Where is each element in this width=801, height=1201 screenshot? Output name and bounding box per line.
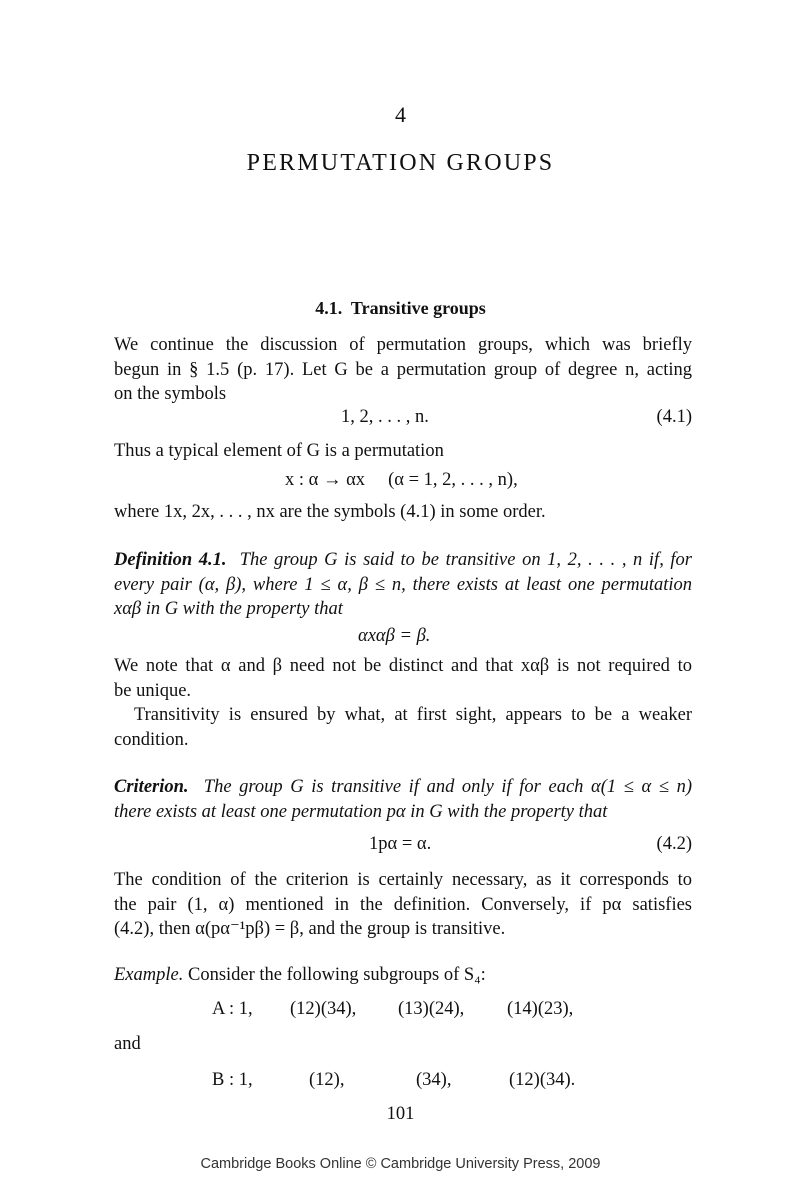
chapter-number: 4 bbox=[395, 102, 406, 127]
group-b-element: (34), bbox=[416, 1070, 452, 1090]
transitivity-line: condition. bbox=[114, 729, 189, 750]
equation-4-2: 1pα = α. bbox=[369, 834, 432, 854]
example-label: Example. bbox=[114, 965, 184, 985]
note-line: We note that α and β need not be distinct and that xαβ is not required to bbox=[114, 656, 692, 676]
condition-line: (4.2), then α(pα⁻¹pβ) = β, and the group is transitive. bbox=[114, 919, 506, 939]
definition-label: Definition 4.1. bbox=[114, 550, 227, 570]
where-line: where 1x, 2x, . . . , nx are the symbols (4.1) in some order. bbox=[114, 502, 546, 522]
page-number: 101 bbox=[386, 1104, 415, 1124]
chapter-title: PERMUTATION GROUPS bbox=[246, 150, 555, 176]
definition-equation: αxαβ = β. bbox=[358, 626, 431, 646]
group-a-element: (14)(23), bbox=[507, 999, 574, 1019]
group-a-element: (12)(34), bbox=[290, 999, 357, 1019]
section-title: Transitive groups bbox=[350, 298, 486, 318]
intro-line: begun in § 1.5 (p. 17). Let G be a permutation group of degree n, acting bbox=[114, 359, 692, 380]
intro-line: on the symbols bbox=[114, 384, 227, 404]
transitivity-paragraph bbox=[114, 703, 692, 752]
group-b-element: (12)(34). bbox=[509, 1070, 576, 1090]
and-text: and bbox=[114, 1034, 141, 1054]
group-a-name: A : 1, bbox=[212, 999, 253, 1019]
group-b-name: B : 1, bbox=[212, 1070, 253, 1090]
map-equation: x : α → αx (α = 1, 2, . . . , n), bbox=[285, 470, 518, 490]
note-paragraph bbox=[114, 654, 692, 703]
equation-4-2-label: (4.2) bbox=[656, 834, 692, 854]
definition-line: xαβ in G with the property that bbox=[114, 599, 343, 619]
group-a-element: (13)(24), bbox=[398, 999, 465, 1019]
example-paragraph bbox=[114, 963, 692, 988]
condition-paragraph bbox=[114, 868, 692, 942]
example-text: Consider the following subgroups of S₄: bbox=[187, 965, 486, 985]
equation-4-1: 1, 2, . . . , n. bbox=[341, 407, 429, 427]
condition-line: the pair (1, α) mentioned in the definition. Conversely, if pα satisfies bbox=[114, 894, 692, 915]
condition-line: The condition of the criterion is certainly necessary, as it corresponds to bbox=[114, 870, 692, 890]
footer-copyright: Cambridge Books Online © Cambridge University Press, 2009 bbox=[200, 1156, 601, 1172]
transitivity-line: Transitivity is ensured by what, at first sight, appears to be a weaker bbox=[134, 705, 692, 725]
group-b-element: (12), bbox=[309, 1070, 345, 1090]
typical-line: Thus a typical element of G is a permutation bbox=[114, 441, 444, 461]
section-heading bbox=[0, 298, 801, 319]
equation-4-1-label: (4.1) bbox=[656, 407, 692, 427]
typical-element-text bbox=[114, 439, 692, 464]
note-line: be unique. bbox=[114, 680, 192, 701]
where-text bbox=[114, 500, 692, 525]
section-number: 4.1. bbox=[315, 298, 343, 318]
criterion-label: Criterion. bbox=[114, 777, 189, 797]
criterion-line: there exists at least one permutation pα in G with the property that bbox=[114, 801, 608, 822]
intro-line: We continue the discussion of permutation groups, which was briefly bbox=[114, 335, 692, 355]
definition-line: every pair (α, β), where 1 ≤ α, β ≤ n, there exists at least one permutation bbox=[114, 574, 692, 595]
criterion-block bbox=[114, 775, 692, 824]
definition-block bbox=[114, 548, 692, 622]
intro-paragraph bbox=[114, 333, 692, 407]
criterion-line: The group G is transitive if and only if for each α(1 ≤ α ≤ n) bbox=[203, 777, 693, 797]
definition-line: The group G is said to be transitive on 1, 2, . . . , n if, for bbox=[239, 550, 693, 570]
